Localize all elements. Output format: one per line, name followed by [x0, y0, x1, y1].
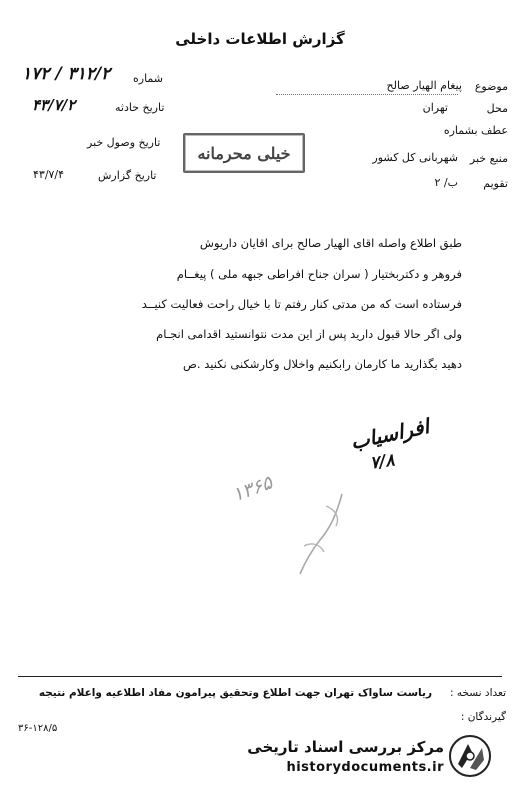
evaluation-label: تقویم: [483, 177, 508, 190]
page-title: گزارش اطلاعات داخلی: [175, 30, 345, 48]
report-date-label: تاریخ گزارش: [98, 169, 157, 182]
footer-rule: [18, 676, 502, 677]
subject-value: پیغام الهیار صالح: [386, 79, 462, 92]
incident-date-value: ۴۳/۷/۲: [32, 96, 76, 114]
subject-label: موضوع: [474, 80, 508, 93]
form-code: ۳۶-۱۲۸/۵: [18, 723, 58, 734]
watermark-site-url[interactable]: historydocuments.ir: [286, 760, 444, 775]
subject-underline: [276, 94, 458, 95]
reference-label: عطف بشماره: [443, 124, 508, 137]
margin-scribble: [290, 488, 360, 578]
number-value: ۳۱۲/۲ / ۱۷۲: [22, 64, 111, 84]
recipients-label: گیرندگان :: [460, 711, 506, 723]
body-line-3: فرستاده است که من مدتی کنار رفتم تا با خیال راحت فعالیت کنیــد: [141, 297, 462, 311]
watermark-site-name: مرکز بررسی اسناد تاریخی: [247, 738, 444, 756]
report-date-value: ۴۳/۷/۴: [33, 168, 65, 181]
signature: افراسیاب: [348, 414, 432, 454]
evaluation-value: ب/ ۲: [434, 176, 458, 189]
received-date-label: تاریخ وصول خبر: [87, 136, 161, 149]
source-value: شهربانی کل کشور: [372, 151, 458, 164]
location-label: محل: [486, 102, 508, 115]
body-line-4: ولی اگر حالا قبول دارید پس از این مدت نتوانستید اقدامی انجـام: [156, 327, 462, 341]
body-line-1: طبق اطلاع واصله اقای الهیار صالح برای اقایان داریوش: [199, 236, 462, 250]
number-label: شماره: [133, 72, 164, 85]
incident-date-label: تاریخ حادثه: [115, 101, 165, 114]
margin-note: ۱۳۶۵: [229, 471, 276, 507]
body-line-2: فروهر و دکتربختیار ( سران جناح افراطی جبهه ملی ) پیغــام: [176, 267, 462, 281]
archive-logo-icon: [448, 734, 492, 778]
classification-stamp: خیلی محرمانه: [183, 133, 305, 173]
source-label: منبع خبر: [469, 152, 508, 165]
signature-date: ۷/۸: [368, 450, 396, 474]
copies-label: تعداد نسخه :: [449, 687, 506, 699]
location-value: تهران: [422, 101, 448, 114]
body-line-5: دهید بگذارید ما کارمان رابکنیم واخلال وکارشکنی نکنید .ص: [183, 357, 462, 371]
copies-value: ریاست ساواک تهران جهت اطلاع وتحقیق پیرامون مفاد اطلاعیه واعلام نتیجه: [38, 687, 432, 699]
